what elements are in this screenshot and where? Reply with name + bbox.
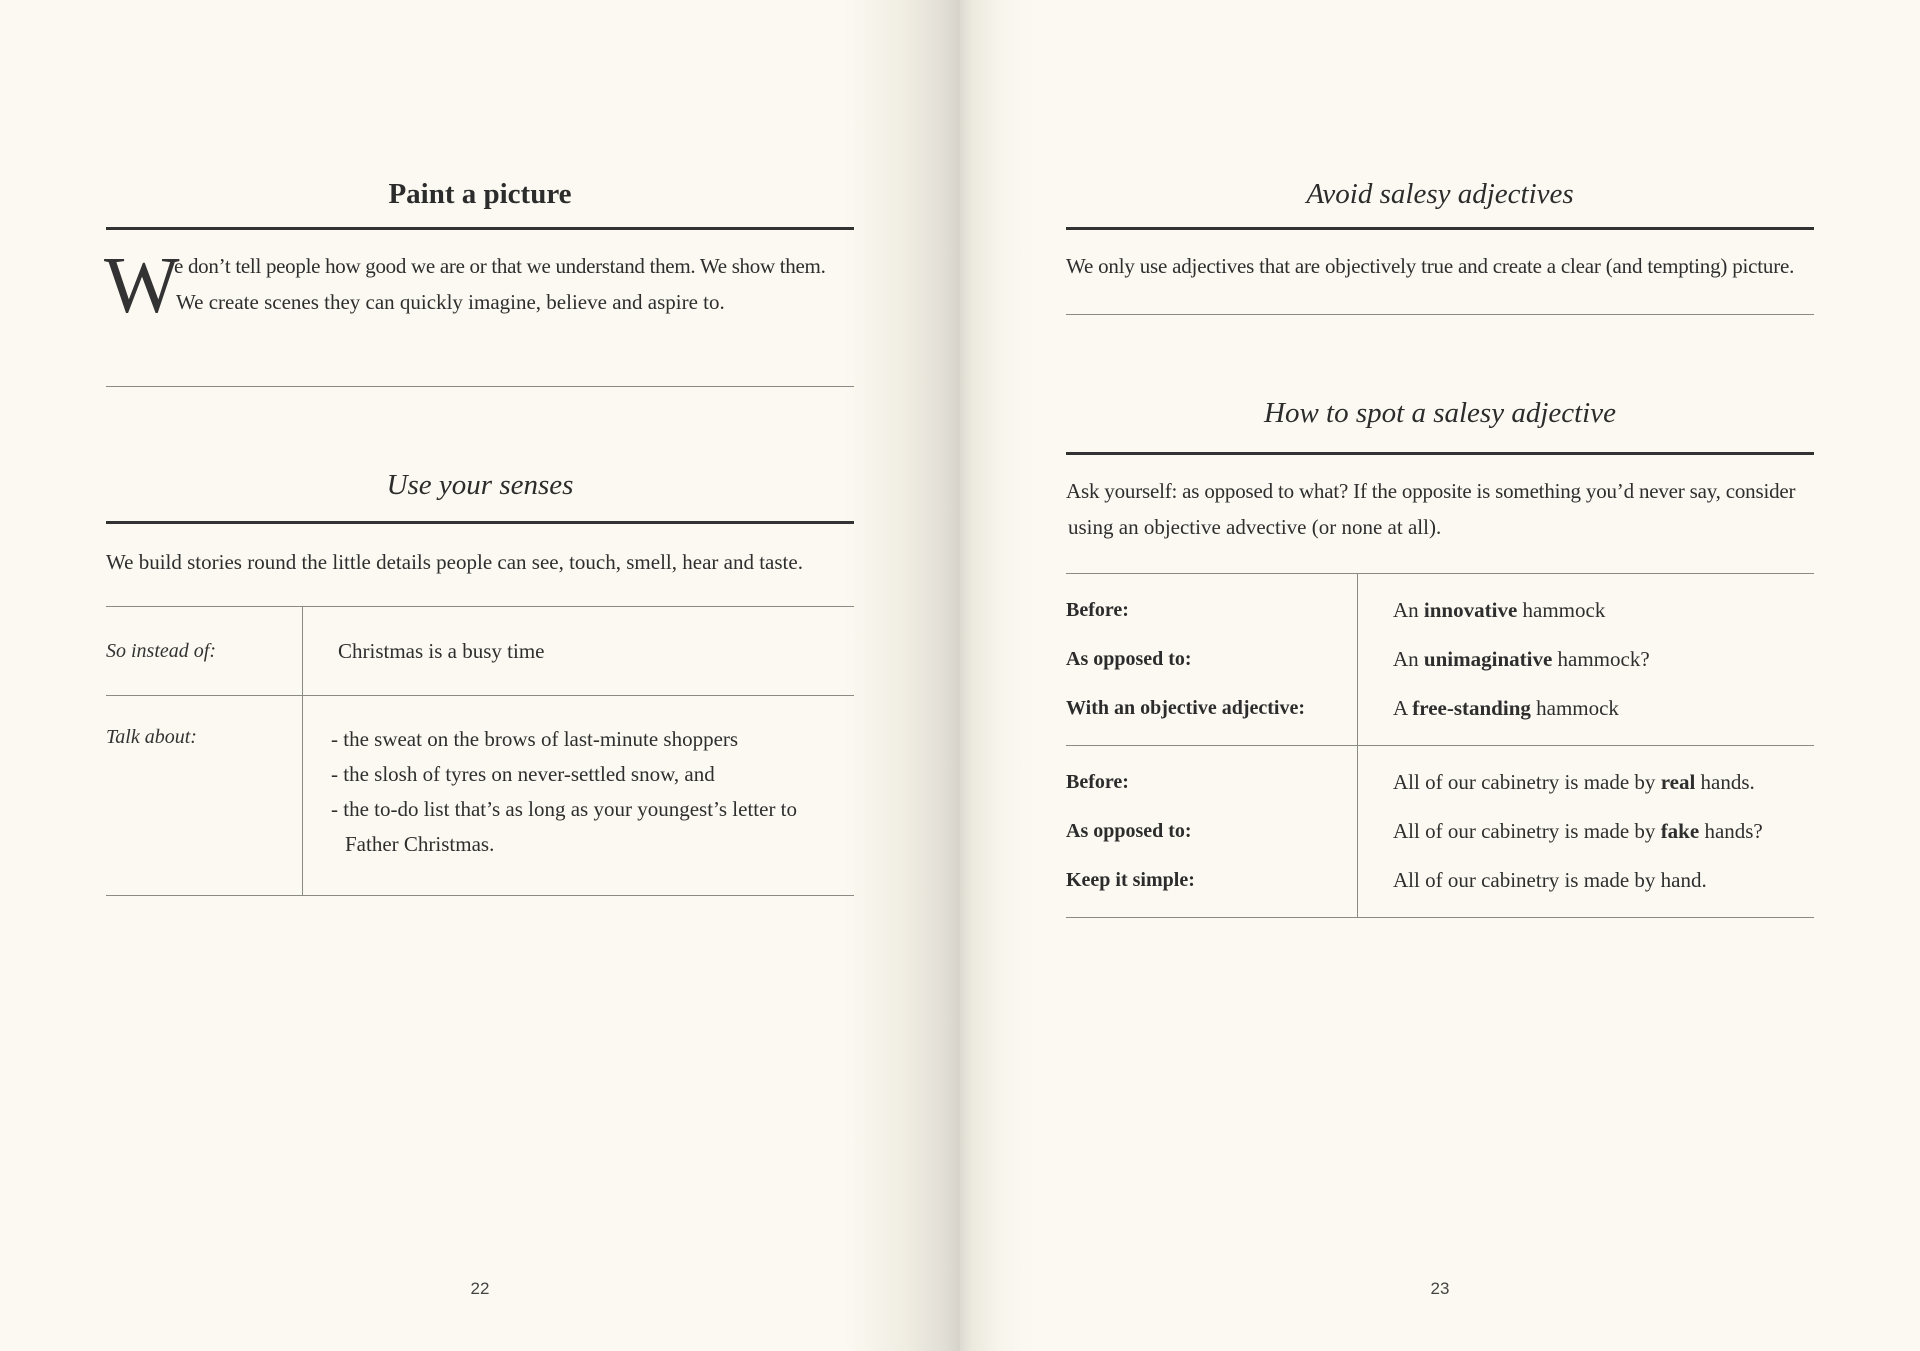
example-1-label-objective: With an objective adjective: bbox=[1066, 697, 1306, 719]
example-2-label-simple: Keep it simple: bbox=[1066, 869, 1195, 891]
right-page-content bbox=[1066, 170, 1814, 918]
intro-rule bbox=[106, 386, 854, 387]
intro-line-1: e don’t tell people how good we are or that we understand them. We show them. bbox=[174, 254, 826, 278]
section-paragraph bbox=[1066, 473, 1814, 545]
example-2-text-opposed: All of our cabinetry is made by fake hands? bbox=[1393, 819, 1763, 843]
title-rule bbox=[1066, 227, 1814, 230]
example-1-texts bbox=[1358, 574, 1815, 746]
table-row bbox=[106, 696, 854, 896]
talk-about-list bbox=[303, 696, 855, 896]
example-2-text-before: All of our cabinetry is made by real hands. bbox=[1393, 770, 1755, 794]
section-text: We build stories round the little details people can see, touch, smell, hear and taste. bbox=[106, 550, 803, 574]
page-title: Paint a picture bbox=[388, 178, 572, 210]
left-page-content bbox=[106, 170, 854, 896]
intro-text: We only use adjectives that are objectively true and create a clear (and tempting) picture. bbox=[1066, 254, 1795, 278]
example-1-text-objective: A free-standing hammock bbox=[1393, 696, 1619, 720]
list-item: - the slosh of tyres on never-settled snow, and bbox=[331, 762, 715, 786]
list-item: Father Christmas. bbox=[345, 832, 495, 856]
table-row bbox=[1066, 574, 1814, 746]
intro-line-2: We create scenes they can quickly imagine, believe and aspire to. bbox=[176, 290, 725, 314]
section-rule bbox=[106, 521, 854, 524]
example-1-text-before: An innovative hammock bbox=[1393, 598, 1606, 622]
row-label-talk: Talk about: bbox=[106, 696, 303, 896]
table-row bbox=[1066, 746, 1814, 918]
list-item: - the to-do list that’s as long as your youngest’s letter to bbox=[331, 797, 798, 821]
section-line-2: using an objective advective (or none at all). bbox=[1068, 515, 1442, 539]
intro-rule bbox=[1066, 314, 1814, 315]
right-page bbox=[960, 0, 1920, 1351]
section-line-1: Ask yourself: as opposed to what? If the opposite is something you’d never say, consider bbox=[1066, 479, 1796, 503]
example-1-text-opposed: An unimaginative hammock? bbox=[1393, 647, 1650, 671]
row-text-instead: Christmas is a busy time bbox=[303, 607, 855, 696]
examples-table bbox=[1066, 574, 1814, 918]
section-title: Use your senses bbox=[386, 469, 574, 501]
intro-paragraph bbox=[104, 242, 854, 330]
example-1-label-opposed: As opposed to: bbox=[1066, 648, 1192, 670]
example-2-text-simple: All of our cabinetry is made by hand. bbox=[1393, 868, 1707, 892]
example-1-label-before: Before: bbox=[1066, 599, 1129, 621]
example-2-label-before: Before: bbox=[1066, 771, 1129, 793]
example-2-labels bbox=[1066, 746, 1358, 918]
section-title: How to spot a salesy adjective bbox=[1264, 397, 1616, 429]
example-2-label-opposed: As opposed to: bbox=[1066, 820, 1192, 842]
title-rule bbox=[106, 227, 854, 230]
page-number: 23 bbox=[1430, 1279, 1450, 1298]
list-item: - the sweat on the brows of last-minute shoppers bbox=[331, 727, 739, 751]
row-label-instead: So instead of: bbox=[106, 607, 303, 696]
example-1-labels bbox=[1066, 574, 1358, 746]
comparison-table bbox=[106, 607, 854, 896]
page-number: 22 bbox=[470, 1279, 490, 1298]
table-row bbox=[106, 607, 854, 696]
drop-cap: W bbox=[104, 242, 180, 330]
page-title: Avoid salesy adjectives bbox=[1306, 178, 1574, 210]
section-rule bbox=[1066, 452, 1814, 455]
example-2-texts bbox=[1358, 746, 1815, 918]
